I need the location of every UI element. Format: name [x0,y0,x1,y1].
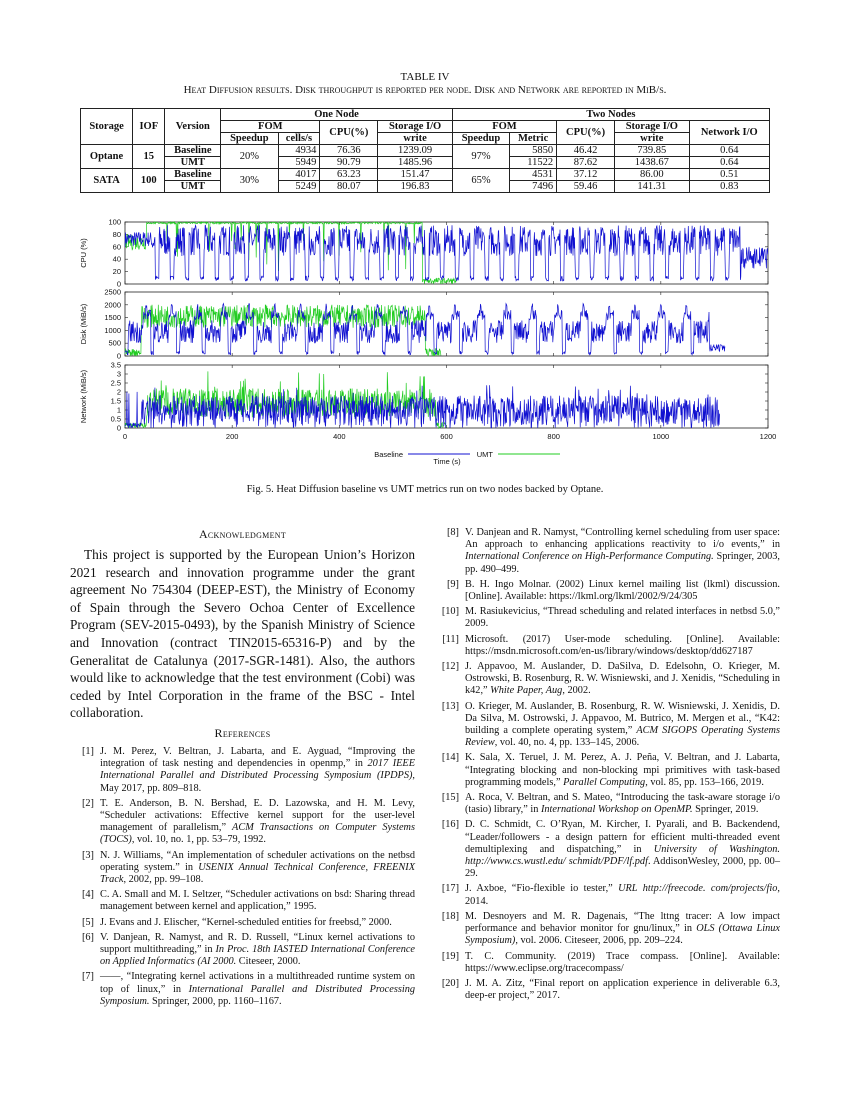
y-tick-label: 2.5 [110,378,121,388]
cell-value: 196.83 [378,181,453,193]
reference-number: [18] [441,910,459,922]
cell-value: 4531 [510,169,557,181]
col-speedup-1: Speedup [221,133,278,145]
reference-item: [11] Microsoft. (2017) User-mode scheduling. [Online]. Available: https://msdn.microsoft.com/en-us/library/windows/desktop/dd627187 [435,634,780,658]
cell-value: 1438.67 [615,157,690,169]
y-tick-label: 2 [116,387,121,397]
reference-item: [7] ——, “Integrating kernel activations in a multithreaded runtime system on top of linux,” in International Parallel and Distributed Processing Symposium. Springer, 2000, pp. 1160–1167. [70,971,415,1008]
cell-value: 4934 [278,145,320,157]
reference-number: [19] [441,950,459,962]
cell-speedup: 20% [221,145,278,169]
col-one-node: One Node [221,109,453,121]
reference-item: [2] T. E. Anderson, B. N. Bershad, E. D. Lazowska, and H. M. Levy, “Scheduler activations: Effective kernel support for the user-level management of parallelism,” ACM Transactions on Computer Systems (TOCS), vol. 10, no. 1, pp. 53–79, 1992. [70,798,415,847]
metrics-chart [70,218,790,470]
table-row [81,169,770,181]
y-tick-label: 3 [116,369,121,379]
figure-caption: Fig. 5. Heat Diffusion baseline vs UMT metrics run on two nodes backed by Optane. [246,484,604,495]
ack-heading: Acknowledgment [198,527,287,541]
y-tick-label: 0 [116,279,121,289]
col-storage-io-2: Storage I/O [615,121,690,133]
col-network-io: Network I/O [689,121,769,145]
cell-version: UMT [165,181,221,193]
cell-value: 59.46 [557,181,615,193]
reference-number: [5] [81,916,94,928]
cell-storage: SATA [81,169,133,193]
col-two-nodes: Two Nodes [452,109,769,121]
legend-label-umt: UMT [476,450,493,459]
reference-number: [12] [441,661,459,673]
cell-value: 86.00 [615,169,690,181]
table-label: TABLE IV [400,71,450,83]
col-storage: Storage [81,109,133,145]
x-tick-label: 600 [440,432,453,441]
cell-value: 37.12 [557,169,615,181]
cell-iof: 15 [133,145,165,169]
cell-value: 63.23 [320,169,378,181]
table-row [81,181,770,193]
y-tick-label: 20 [112,267,121,277]
reference-item: [3] N. J. Williams, “An implementation of scheduler activations on the netbsd operating system.” in USENIX Annual Technical Conference, FREENIX Track, 2002, pp. 99–108. [70,850,415,887]
reference-item: [14] K. Sala, X. Teruel, J. M. Perez, A. J. Peña, V. Beltran, and J. Labarta, “Integrating blocking and non-blocking mpi primitives with task-based programming models,” Parallel Computing, vol. 85, pp. 153–166, 2019. [435,752,780,789]
col-iof: IOF [133,109,165,145]
references-left [70,746,415,1011]
reference-item: [6] V. Danjean, R. Namyst, and R. D. Russell, “Linux kernel activations to support multithreading,” in In Proc. 18th IASTED International Conference on Applied Informatics (AI 2000. Citeseer, 2000. [70,932,415,969]
x-tick-label: 800 [547,432,560,441]
references-right [435,527,780,1005]
y-tick-label: 40 [112,254,121,264]
cell-value: 11522 [510,157,557,169]
series-line-baseline [125,385,720,428]
reference-number: [11] [442,633,459,645]
reference-number: [16] [441,819,459,831]
x-tick-label: 1000 [652,432,670,441]
y-tick-label: 1500 [104,313,121,323]
reference-item: [8] V. Danjean and R. Namyst, “Controlling kernel scheduling from user space: An approach to enhancing applications reactivity to i/o events,” in International Conference on High-Performance Computing. Springer, 2003, pp. 490–499. [435,527,780,576]
col-cells: cells/s [278,133,320,145]
y-tick-label: 500 [108,338,121,348]
table-row [81,157,770,169]
cell-version: UMT [165,157,221,169]
reference-item: [10] M. Rasiukevicius, “Thread scheduling and related interfaces in netbsd 5.0,” 2009. [435,606,780,630]
cell-storage: Optane [81,145,133,169]
reference-item: [15] A. Roca, V. Beltran, and S. Mateo, “Introducing the task-aware storage i/o (tasio) library,” in International Workshop on OpenMP. Springer, 2019. [435,792,780,816]
reference-number: [9] [446,578,459,590]
reference-item: [13] O. Krieger, M. Auslander, B. Rosenburg, R. W. Wisniewski, J. Xenidis, D. Da Silva, M. Ostrowski, J. Appavoo, M. Butrico, M. Mergen et al., “K42: building a complete operating system,” ACM SIGOPS Operating Systems Review, vol. 40, no. 4, pp. 133–145, 2006. [435,701,780,750]
reference-item: [1] J. M. Perez, V. Beltran, J. Labarta, and E. Ayguad, “Improving the integration of task nesting and dependencies in openmp,” in 2017 IEEE International Parallel and Distributed Processing Symposium (IPDPS), May 2017, pp. 809–818. [70,746,415,795]
results-table [80,108,770,193]
reference-number: [2] [81,797,94,809]
y-tick-label: 3.5 [110,360,121,370]
col-write-1: write [378,133,453,145]
reference-number: [10] [441,606,459,618]
cell-value: 0.64 [689,145,769,157]
y-axis-label: CPU (%) [79,238,88,268]
col-fom-2: FOM [452,121,556,133]
cell-value: 141.31 [615,181,690,193]
cell-speedup: 30% [221,169,278,193]
cell-value: 5249 [278,181,320,193]
y-tick-label: 60 [112,242,121,252]
reference-number: [8] [446,527,459,538]
reference-item: [16] D. C. Schmidt, C. O’Ryan, M. Kircher, I. Pyarali, and B. Backendend, “Leader/followers - a design pattern for efficient multi-threaded event demultiplexing and dispatching,” in University of Washington. http://www.cs.wustl.edu/ schmidt/PDF/lf.pdf. AddisonWesley, 2000, pp. 00–29. [435,819,780,880]
cell-value: 5850 [510,145,557,157]
y-tick-label: 1.5 [110,396,121,406]
cell-speedup: 97% [452,145,509,169]
cell-value: 0.64 [689,157,769,169]
reference-number: [4] [81,889,94,901]
col-speedup-2: Speedup [452,133,509,145]
y-axis-label: Network (MiB/s) [79,369,88,424]
y-tick-label: 2500 [104,287,121,297]
x-axis-label: Time (s) [433,457,461,466]
y-tick-label: 100 [108,218,121,227]
series-line-baseline [125,225,768,281]
series-line-baseline [125,304,725,355]
reference-number: [13] [441,700,459,712]
cell-value: 7496 [510,181,557,193]
cell-iof: 100 [133,169,165,193]
reference-item: [9] B. H. Ingo Molnar. (2002) Linux kernel mailing list (lkml) discussion. [Online]. Available: https://lkml.org/lkml/2002/9/24/305 [435,579,780,603]
table-row [81,145,770,157]
col-metric: Metric [510,133,557,145]
y-tick-label: 80 [112,229,121,239]
col-cpu-1: CPU(%) [320,121,378,145]
reference-number: [7] [81,971,94,983]
cell-value: 87.62 [557,157,615,169]
reference-number: [20] [441,977,459,989]
cell-value: 80.07 [320,181,378,193]
cell-value: 151.47 [378,169,453,181]
reference-item: [18] M. Desnoyers and M. R. Dagenais, “The lttng tracer: A low impact performance and behavior monitor for gnu/linux,” in OLS (Ottawa Linux Symposium), vol. 2006. Citeseer, 2006, pp. 209–224. [435,911,780,948]
x-tick-label: 0 [122,432,128,441]
references-heading: References [214,726,271,740]
ack-text: This project is supported by the European Union’s Horizon 2021 research and innovation programme under the grant agreement No 754304 (DEEP-EST), the Ministry of Economy of Spain through the Severo Ochoa Center of Excellence Program (SEV-2015-0493), by the Spanish Ministry of Science and Innovation (contract TIN2015-65316-P) and by the Generalitat de Catalunya (2017-SGR-1481). Also, the authors would like to acknowledge that the test environment (Cobi) was ceded by Intel Corporation in the frame of the BSC - Intel collaboration. [70,547,415,721]
x-tick-label: 1200 [759,432,777,441]
reference-number: [14] [441,752,459,764]
col-fom-1: FOM [221,121,320,133]
y-axis-label: Disk (MiB/s) [79,303,88,345]
cell-value: 4017 [278,169,320,181]
x-tick-label: 400 [333,432,346,441]
cell-value: 1239.09 [378,145,453,157]
y-tick-label: 0.5 [110,414,121,424]
reference-number: [17] [441,883,459,895]
legend-label-baseline: Baseline [374,450,403,459]
reference-item: [5] J. Evans and J. Elischer, “Kernel-scheduled entities for freebsd,” 2000. [70,917,415,929]
y-tick-label: 0 [116,423,121,433]
x-tick-label: 200 [225,432,239,441]
cell-version: Baseline [165,145,221,157]
col-storage-io-1: Storage I/O [378,121,453,133]
col-write-2: write [615,133,690,145]
reference-item: [17] J. Axboe, “Fio-flexible io tester,” URL http://freecode. com/projects/fio, 2014. [435,883,780,907]
reference-item: [20] J. M. A. Zitz, “Final report on application experience in deliverable 6.3, deep-er project,” 2017. [435,978,780,1002]
reference-item: [12] J. Appavoo, M. Auslander, D. DaSilva, D. Edelsohn, O. Krieger, M. Ostrowski, B. Rosenburg, R. W. Wisniewski, and J. Xenidis, “Scheduling in k42,” White Paper, Aug, 2002. [435,661,780,698]
cell-version: Baseline [165,169,221,181]
reference-item: [4] C. A. Small and M. I. Seltzer, “Scheduler activations on bsd: Sharing thread management between kernel and application,” 1995. [70,889,415,913]
reference-item: [19] T. C. Community. (2019) Trace compass. [Online]. Available: https://www.eclipse.org/tracecompass/ [435,951,780,975]
reference-number: [6] [81,931,94,943]
cell-value: 0.51 [689,169,769,181]
reference-number: [1] [81,746,94,757]
y-tick-label: 1 [116,405,121,415]
cell-value: 739.85 [615,145,690,157]
reference-number: [3] [81,849,94,861]
col-cpu-2: CPU(%) [557,121,615,145]
cell-value: 1485.96 [378,157,453,169]
cell-value: 46.42 [557,145,615,157]
y-tick-label: 1000 [104,325,121,335]
col-version: Version [165,109,221,145]
y-tick-label: 0 [116,351,121,361]
cell-value: 90.79 [320,157,378,169]
cell-value: 5949 [278,157,320,169]
table-caption: Heat Diffusion results. Disk throughput is reported per node. Disk and Network are reported in MiB/s. [183,84,667,96]
cell-speedup: 65% [452,169,509,193]
reference-number: [15] [441,792,459,804]
y-tick-label: 2000 [104,300,121,310]
cell-value: 76.36 [320,145,378,157]
cell-value: 0.83 [689,181,769,193]
